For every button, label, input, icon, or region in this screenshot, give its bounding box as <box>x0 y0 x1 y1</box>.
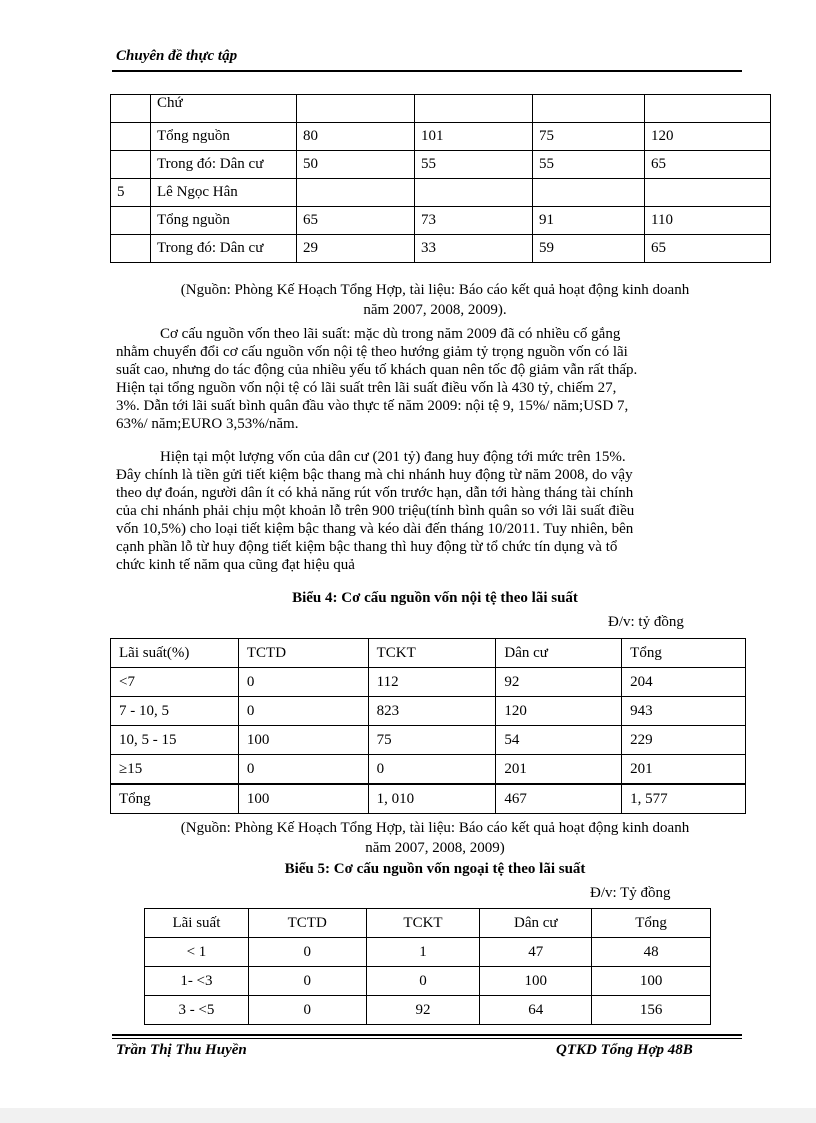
footer-class: QTKD Tổng Hợp 48B <box>556 1042 693 1058</box>
column-header: Tổng <box>622 639 746 668</box>
table-cell <box>297 95 415 123</box>
page-header-title: Chuyên đề thực tập <box>116 48 238 64</box>
table-cell: < 1 <box>145 938 249 967</box>
table-cell: 3 - <5 <box>145 996 249 1025</box>
paragraph-line: suất cao, nhưng do tác động của nhiều yếu tố khách quan nên tốc độ giảm vẫn rất thấp. <box>116 362 638 378</box>
table-cell <box>645 95 771 123</box>
paragraph-line: Hiện tại một lượng vốn của dân cư (201 tỷ) đang huy động tới mức trên 15%. <box>160 449 626 465</box>
table-cell: 100 <box>592 967 711 996</box>
column-header: Lãi suất <box>145 909 249 938</box>
chart4-title: Biểu 4: Cơ cấu nguồn vốn nội tệ theo lãi suất <box>292 590 578 606</box>
column-header: TCKT <box>366 909 480 938</box>
table-cell: Lê Ngọc Hân <box>151 179 297 207</box>
table-row <box>111 697 746 726</box>
table-row <box>111 207 771 235</box>
paragraph-line: Đây chính là tiền gửi tiết kiệm bậc thang mà chi nhánh huy động từ năm 2008, do vậy <box>116 467 633 483</box>
table-cell: 201 <box>496 755 622 785</box>
table-cell: 229 <box>622 726 746 755</box>
table-row <box>111 726 746 755</box>
table-cell: 65 <box>645 151 771 179</box>
footer-author: Trần Thị Thu Huyền <box>116 1042 247 1058</box>
table-cell: 1- <3 <box>145 967 249 996</box>
branch-source-table <box>110 94 771 263</box>
table-cell <box>297 179 415 207</box>
table-cell: 1, 010 <box>368 784 496 814</box>
table-cell: 0 <box>368 755 496 785</box>
table-cell: 0 <box>248 967 366 996</box>
table-cell: 100 <box>238 726 368 755</box>
table-cell: 120 <box>645 123 771 151</box>
table-row <box>111 123 771 151</box>
table-cell: 0 <box>366 967 480 996</box>
source-line: năm 2007, 2008, 2009). <box>363 302 507 318</box>
table-cell: 47 <box>480 938 592 967</box>
table-cell: Tổng <box>111 784 239 814</box>
chart5-unit: Đ/v: Tỷ đồng <box>590 885 671 901</box>
table-cell: 48 <box>592 938 711 967</box>
table-cell: 943 <box>622 697 746 726</box>
table-cell: 29 <box>297 235 415 263</box>
table-cell: 201 <box>622 755 746 785</box>
table-cell <box>111 95 151 123</box>
source-note-2 <box>110 818 760 858</box>
table-cell: 55 <box>533 151 645 179</box>
table-cell: 0 <box>238 697 368 726</box>
table-cell: 65 <box>297 207 415 235</box>
table-cell: 1, 577 <box>622 784 746 814</box>
table-row <box>111 755 746 785</box>
table-cell <box>111 151 151 179</box>
table-cell <box>645 179 771 207</box>
table-header-row <box>145 909 711 938</box>
domestic-currency-table <box>110 638 746 814</box>
table-cell: 55 <box>415 151 533 179</box>
table-cell <box>533 179 645 207</box>
chart4-unit: Đ/v: tỷ đồng <box>608 614 684 630</box>
paragraph-interest-structure <box>116 325 738 433</box>
table-cell: Chứ <box>151 95 297 123</box>
table-cell: 467 <box>496 784 622 814</box>
table-row <box>111 151 771 179</box>
footer-rule <box>112 1034 742 1036</box>
column-header: TCTD <box>238 639 368 668</box>
table-cell <box>415 95 533 123</box>
table-cell: 33 <box>415 235 533 263</box>
chart5-title: Biểu 5: Cơ cấu nguồn vốn ngoại tệ theo lãi suất <box>284 861 586 877</box>
table-cell: 64 <box>480 996 592 1025</box>
paragraph-line: vốn 10,5%) cho loại tiết kiệm bậc thang và kéo dài đến tháng 10/2011. Tuy nhiên, bên <box>116 521 634 537</box>
table-cell: 7 - 10, 5 <box>111 697 239 726</box>
paragraph-residents-capital <box>116 448 738 574</box>
header-rule <box>112 70 742 72</box>
paragraph-line: 63%/ năm;EURO 3,53%/năm. <box>116 416 299 432</box>
source-line: năm 2007, 2008, 2009) <box>365 840 505 856</box>
table-row <box>111 235 771 263</box>
table-cell: 120 <box>496 697 622 726</box>
table-cell: 0 <box>248 938 366 967</box>
table-cell: ≥15 <box>111 755 239 785</box>
table-row <box>145 996 711 1025</box>
table-cell <box>111 207 151 235</box>
source-line: (Nguồn: Phòng Kế Hoạch Tổng Hợp, tài liệu: Báo cáo kết quả hoạt động kinh doanh <box>180 282 690 298</box>
table-cell: 0 <box>238 668 368 697</box>
column-header: TCKT <box>368 639 496 668</box>
source-line: (Nguồn: Phòng Kế Hoạch Tổng Hợp, tài liệu: Báo cáo kết quả hoạt động kinh doanh <box>180 820 690 836</box>
table-cell: 75 <box>533 123 645 151</box>
table-total-row <box>111 784 746 814</box>
table-cell: 0 <box>248 996 366 1025</box>
paragraph-line: Cơ cấu nguồn vốn theo lãi suất: mặc dù trong năm 2009 đã có nhiều cố gắng <box>160 326 621 342</box>
table-row <box>111 179 771 207</box>
column-header: TCTD <box>248 909 366 938</box>
table-cell: 204 <box>622 668 746 697</box>
table-cell <box>111 235 151 263</box>
table-cell: Tổng nguồn <box>151 207 297 235</box>
table-cell: 92 <box>496 668 622 697</box>
table-cell: 80 <box>297 123 415 151</box>
paragraph-line: theo dự đoán, người dân ít có khả năng rút vốn trước hạn, dẫn tới hàng tháng tài chính <box>116 485 634 501</box>
column-header: Dân cư <box>496 639 622 668</box>
paragraph-line: cạnh phần lỗ từ huy động tiết kiệm bậc thang thì huy động từ tổ chức tín dụng và tổ <box>116 539 618 555</box>
table-cell: 1 <box>366 938 480 967</box>
column-header: Lãi suất(%) <box>111 639 239 668</box>
table-cell <box>415 179 533 207</box>
table-cell: 100 <box>480 967 592 996</box>
table-cell: 112 <box>368 668 496 697</box>
table-header-row <box>111 639 746 668</box>
table-cell <box>111 123 151 151</box>
column-header: Tổng <box>592 909 711 938</box>
paragraph-line: chức kinh tế năm qua cũng đạt hiệu quả <box>116 557 355 573</box>
source-note-1 <box>110 280 760 320</box>
table-row <box>145 938 711 967</box>
table-cell: 91 <box>533 207 645 235</box>
table-cell: 156 <box>592 996 711 1025</box>
table-row <box>111 95 771 123</box>
table-cell: Tổng nguồn <box>151 123 297 151</box>
table-cell: 823 <box>368 697 496 726</box>
table-row <box>145 967 711 996</box>
table-cell: 65 <box>645 235 771 263</box>
table-cell: 73 <box>415 207 533 235</box>
paragraph-line: Hiện tại tổng nguồn vốn nội tệ có lãi suất trên lãi suất điều vốn là 430 tỷ, chiếm 27, <box>116 380 617 396</box>
paragraph-line: 3%. Dẫn tới lãi suất bình quân đầu vào thực tế năm 2009: nội tệ 9, 15%/ năm;USD 7, <box>116 398 629 414</box>
foreign-currency-table <box>144 908 711 1025</box>
table-cell: 92 <box>366 996 480 1025</box>
table-cell: 50 <box>297 151 415 179</box>
table-cell: 0 <box>238 755 368 785</box>
footer-rule-thin <box>112 1038 742 1039</box>
paragraph-line: nhằm chuyển đổi cơ cấu nguồn vốn nội tệ theo hướng giảm tỷ trọng nguồn vốn có lãi <box>116 344 628 360</box>
table-cell: 10, 5 - 15 <box>111 726 239 755</box>
table-cell: Trong đó: Dân cư <box>151 151 297 179</box>
table-cell: 54 <box>496 726 622 755</box>
table-cell: 110 <box>645 207 771 235</box>
paragraph-line: của chi nhánh phải chịu một khoản lỗ trên 900 triệu(tính bình quân so với lãi suất điều <box>116 503 635 519</box>
table-cell <box>533 95 645 123</box>
column-header: Dân cư <box>480 909 592 938</box>
table-cell: Trong đó: Dân cư <box>151 235 297 263</box>
table-row <box>111 668 746 697</box>
table-cell: 5 <box>111 179 151 207</box>
table-cell: 100 <box>238 784 368 814</box>
page-bottom-edge <box>0 1108 816 1123</box>
table-cell: 101 <box>415 123 533 151</box>
table-cell: <7 <box>111 668 239 697</box>
table-cell: 59 <box>533 235 645 263</box>
table-cell: 75 <box>368 726 496 755</box>
